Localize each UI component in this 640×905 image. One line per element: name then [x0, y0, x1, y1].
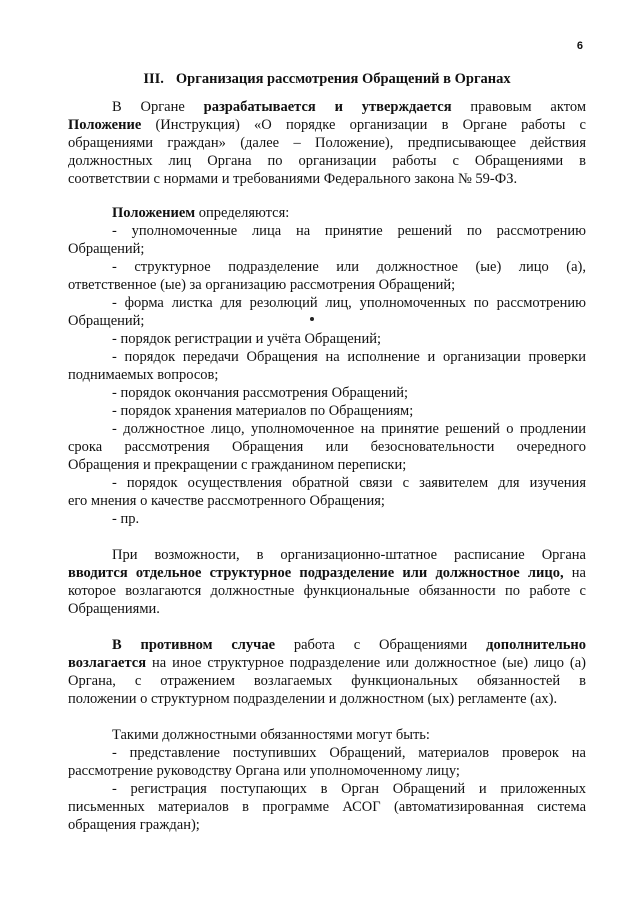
list-item-8-line2: срока рассмотрения Обращения или безосновательности очередного: [68, 439, 586, 455]
para1-line3: обращениями граждан» (далее – Положение), предписывающее действия: [68, 135, 586, 151]
list-item-1-line1: - уполномоченные лица на принятие решений по рассмотрению: [112, 223, 586, 239]
para5-item-2-line3: обращения граждан);: [68, 817, 200, 833]
list-item-10: - пр.: [112, 511, 140, 527]
document-body: [68, 98, 586, 834]
list-item-2-line1: - структурное подразделение или должностное (ые) лицо (а),: [112, 259, 586, 275]
para1-line1: В Органе разрабатывается и утверждается правовым актом: [112, 99, 586, 115]
list-item-5-line1: - порядок передачи Обращения на исполнение и организации проверки: [112, 349, 586, 365]
para5-item-1-line2: рассмотрение руководству Органа или уполномоченному лицу;: [68, 763, 460, 779]
para1-line4: должностных лиц Органа по организации работы с Обращениями в: [68, 153, 586, 169]
para4-line1: В противном случае работа с Обращениями дополнительно: [112, 637, 586, 653]
list-item-3-line1: - форма листка для резолюций лиц, уполномоченных по рассмотрению: [112, 295, 586, 311]
para5-item-2-line1: - регистрация поступающих в Орган Обращений и приложенных: [112, 781, 586, 797]
list-item-7: - порядок хранения материалов по Обращениям;: [112, 403, 414, 419]
list-item-5-line2: поднимаемых вопросов;: [68, 367, 219, 383]
page-number: 6: [576, 40, 583, 52]
list-item-6: - порядок окончания рассмотрения Обращений;: [112, 385, 409, 401]
para5-item-1-line1: - представление поступивших Обращений, материалов проверок на: [112, 745, 586, 761]
list-item-4: - порядок регистрации и учёта Обращений;: [112, 331, 381, 347]
list-item-2-line2: ответственное (ые) за организацию рассмотрения Обращений;: [68, 277, 456, 293]
para3-line4: Обращениями.: [68, 601, 160, 617]
para1-line2: Положение (Инструкция) «О порядке организации в Органе работы с: [68, 117, 586, 133]
list-item-1-line2: Обращений;: [68, 241, 145, 257]
para3-line2: вводится отдельное структурное подразделение или должностное лицо, на: [68, 565, 586, 581]
list-item-9-line1: - порядок осуществления обратной связи с заявителем для изучения: [112, 475, 586, 491]
para5-intro: Такими должностными обязанностями могут быть:: [112, 727, 430, 743]
list-item-9-line2: его мнения о качестве рассмотренного Обращения;: [68, 493, 385, 509]
list-item-8-line3: Обращения и прекращении с гражданином переписки;: [68, 457, 407, 473]
para3-line3: которое возлагаются должностные функциональные обязанности по работе с: [68, 583, 586, 599]
section-title: Организация рассмотрения Обращений в Органах: [175, 71, 511, 87]
section-heading: [68, 71, 586, 88]
para4-line3: Органа, с отражением возлагаемых функциональных обязанностей в: [68, 673, 586, 689]
para3-line1: При возможности, в организационно-штатное расписание Органа: [112, 547, 586, 563]
list-item-8-line1: - должностное лицо, уполномоченное на принятие решений о продлении: [112, 421, 586, 437]
para2-intro: Положением определяются:: [112, 205, 290, 221]
para4-line4: положении о структурном подразделении и должностном (ых) регламенте (ах).: [68, 691, 558, 707]
para1-line5: соответствии с нормами и требованиями Федерального закона № 59-ФЗ.: [68, 171, 518, 187]
list-item-3-line2: Обращений;: [68, 313, 145, 329]
section-number: III.: [143, 71, 164, 87]
para4-line2: возлагается на иное структурное подразделение или должностное (ые) лицо (а): [68, 655, 586, 671]
para5-item-2-line2: письменных материалов в программе АСОГ (автоматизированная система: [68, 799, 586, 815]
